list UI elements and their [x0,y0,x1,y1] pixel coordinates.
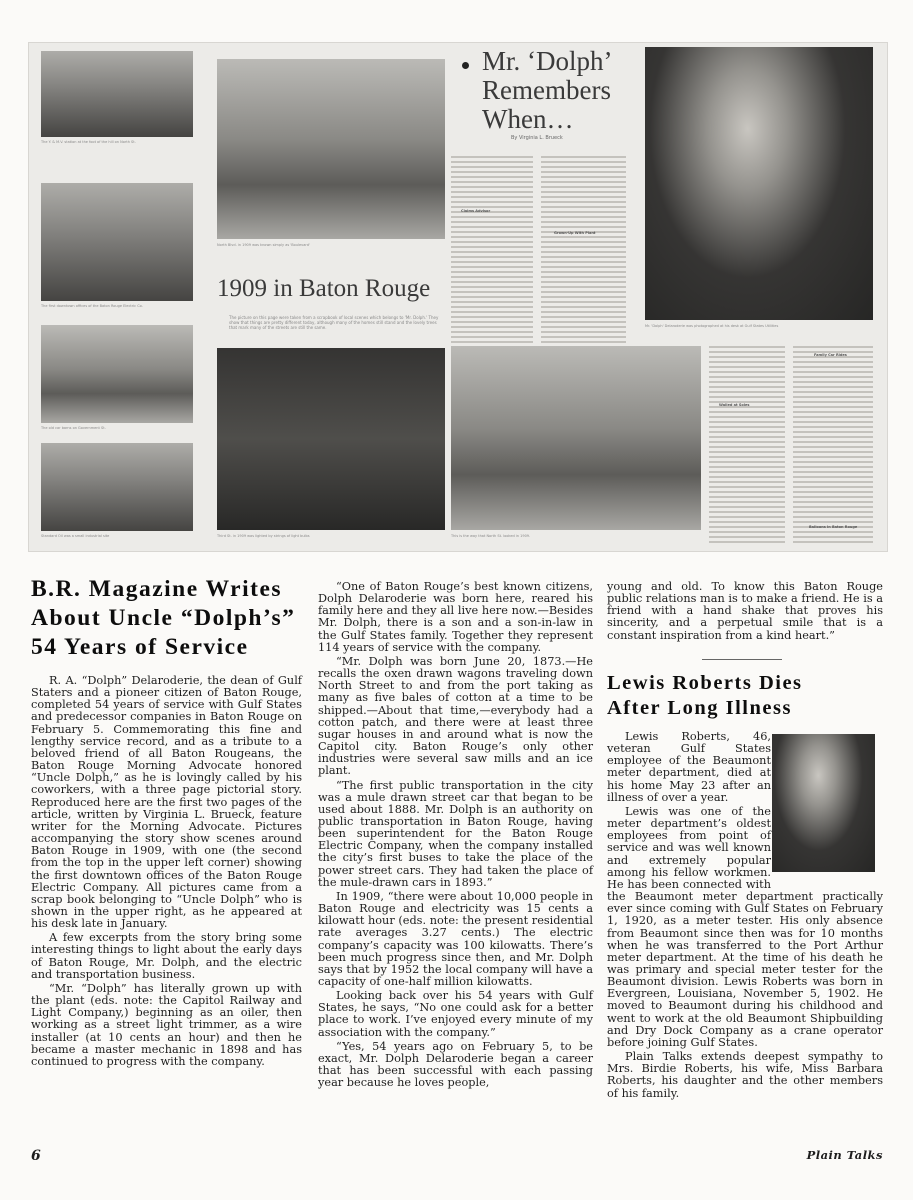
clipping-title [482,47,613,134]
paragraph: “The first public transportation in the city was a mule drawn street car that began to be used about 1888. Mr. Dolph is an authority on public transportation in Baton Rouge, having been superintendent for the Baton Rouge Electric Company, when the company installed the city’s first buses to take the place of the power street cars. They had taken the place of the mule-drawn cars in 1893.” [318,778,593,889]
photo-caption: North Blvd. in 1909 was known simply as 'Boulevard' [217,243,310,247]
photo-caption: The old car barns on Government St. [41,426,106,430]
paragraph: R. A. “Dolph” Delaroderie, the dean of Gulf Staters and a pioneer citizen of Baton Rouge, completed 54 years of service with Gulf States and predecessor companies in Baton Rouge on February 5. Commemorating this fine and lengthy service record, and as a tribute to a beloved friend of all Baton Rougeans, the Baton Rouge Morning Advocate honored “Uncle Dolph,” as he is lovingly called by his coworkers, with a three page pictorial story. Reproduced here are the first two pages of the article, written by Virginia L. Brueck, feature writer for the Morning Advocate. Pictures accompanying the story show scenes around Baton Rouge in 1909, with one (the second from the top in the upper left corner) showing the first downtown offices of the Baton Rouge Electric Company. All pictures came from a scrap book belonging to “Uncle Dolph” who is shown in the upper right, as he appeared at his desk late in January. [31,674,302,931]
photo-caption: Mr. 'Dolph' Delaroderie was photographed at his desk at Gulf States Utilities [645,324,779,328]
y-and-mv-station-photo [41,51,193,137]
clipping-subhead: Family Car Rides [814,353,847,357]
publication-name: Plain Talks [806,1148,883,1162]
clipping-subhead: Grown-Up With Plant [554,231,596,235]
divider-rule [702,659,782,660]
clipping-subhead: Walled at Soles [719,403,750,407]
photo-caption: Standard Oil was a small industrial site [41,534,110,538]
mr-dolph-portrait-photo [645,47,873,320]
headline-line: About Uncle “Dolph’s” [31,605,296,631]
clipping-text-column [709,343,785,546]
headline-line: Lewis Roberts Dies [607,672,803,694]
paragraph: “Yes, 54 years ago on February 5, to be exact, Mr. Dolph Delaroderie began a career that has been successful with each passing year because he loves people, [318,1039,593,1090]
article2-headline [607,671,803,721]
page-number: 6 [31,1148,41,1164]
north-blvd-photo [217,59,445,239]
clipping-text-column [451,153,533,356]
article1-column-3 [607,581,883,642]
clipping-subhead: Balloons in Baton Rouge [809,525,858,529]
bullet-icon [462,62,469,69]
north-st-road-photo [451,346,701,530]
article1-column-1 [31,675,302,1068]
paragraph: Lewis was one of the meter department’s oldest employees from point of service and was well known and extremely popular among his fellow workmen. He has been connected with the Beaumont meter department practically ever since coming with Gulf States on February 1, 1920, as a meter tester. His only absence from Beaumont since then was for 10 months when he was transferred to the Port Arthur meter department. At the time of his death he was primary and special meter tester for the Beaumont division. Lewis Roberts was born in Evergreen, Louisiana, November 5, 1902. He moved to Beaumont during his childhood and went to work at the old Beaumont Shipbuilding and Dry Dock Company as a crane operator before joining Gulf States. [607,804,883,1049]
clipping-title-line: Remembers [482,75,611,105]
photo-caption: Third St. in 1909 was lighted by strings of light bulbs [217,534,310,538]
article1-column-2 [318,581,593,1089]
article2-body [607,731,883,1100]
clipping-title-line: Mr. ‘Dolph’ [482,46,613,76]
photo-float-spacer [771,731,883,881]
first-electric-offices-photo [41,183,193,301]
photo-caption: This is the way that North St. looked in 1909. [451,534,531,538]
paragraph: Plain Talks extends deepest sympathy to Mrs. Birdie Roberts, his wife, Miss Barbara Roberts, his daughter and the other members of his family. [607,1050,883,1100]
paragraph: A few excerpts from the story bring some interesting things to light about the early days of Baton Rouge, Mr. Dolph, and the electric and transportation business. [31,931,302,981]
newspaper-clipping [28,42,888,552]
headline-line: B.R. Magazine Writes [31,576,283,602]
paragraph: Lewis Roberts, 46, veteran Gulf States employee of the Beaumont meter department, died at his home May 23 after an illness of over a year. [607,730,771,804]
paragraph: young and old. To know this Baton Rouge public relations man is to make a friend. He is a friend with a hand shake that proves his sincerity, and a perpetual smile that is a constant inspiration from a kind heart.” [607,580,883,642]
paragraph: Looking back over his 54 years with Gulf States, he says, “No one could ask for a better place to work. I’ve enjoyed every minute of my association with the company.” [318,989,593,1039]
photo-caption: The Y. & M.V. station at the foot of the hill on North St. [41,140,136,144]
paragraph: In 1909, “there were about 10,000 people in Baton Rouge and electricity was 15 cents a kilowatt hour (eds. note: the present residential rate averages 3.27 cents.) The electric company’s capacity was 100 kilowatts. There’s been much progress since then, and Mr. Dolph says that by 1952 the local company will have a capacity of one-half million kilowatts. [318,889,593,988]
old-car-barns-photo [41,325,193,423]
photo-caption: The first downtown offices of the Baton Rouge Electric Co. [41,304,143,308]
headline-line: 54 Years of Service [31,634,249,660]
paragraph: “Mr. “Dolph” has literally grown up with the plant (eds. note: the Capitol Railway and Light Company,) beginning as an oiler, then working as a street light trimmer, as a wire installer (at 10 cents an hour) and then he became a master mechanic in 1898 and has continued to progress with the company. [31,981,302,1068]
headline-line: After Long Illness [607,697,792,719]
section-intro: The picture on this page were taken from a scrapbook of local scenes which belongs to 'Mr. Dolph.' They show that things are pretty different today, although many of the homes still stand and the lovely trees that mark many of the streets are still the same. [229,315,439,330]
byline: By Virginia L. Brueck [511,135,563,141]
third-st-night-photo [217,348,445,530]
paragraph: “One of Baton Rouge’s best known citizens, Dolph Delaroderie was born here, reared his family here and they all live here now.—Besides Mr. Dolph, there is a son and a son-in-law in the Gulf States family. Together they represent 114 years of service with the company. [318,580,593,654]
section-title: 1909 in Baton Rouge [217,275,431,302]
clipping-subhead: Claims Advisor [461,209,491,213]
article1-headline [31,575,295,662]
streetcar-photo [41,443,193,531]
paragraph: “Mr. Dolph was born June 20, 1873.—He recalls the oxen drawn wagons traveling down North Street to and from the port taking as many as five bales of cotton at a time to be shipped.—About that time,—everybody had a cotton patch, and there were at least three sugar houses in and around what is now the Capitol city. Baton Rouge’s only other industries were several saw mills and an ice plant. [318,654,593,778]
clipping-text-column [541,153,626,356]
clipping-title-line: When… [482,104,574,134]
clipping-text-column [793,343,873,546]
